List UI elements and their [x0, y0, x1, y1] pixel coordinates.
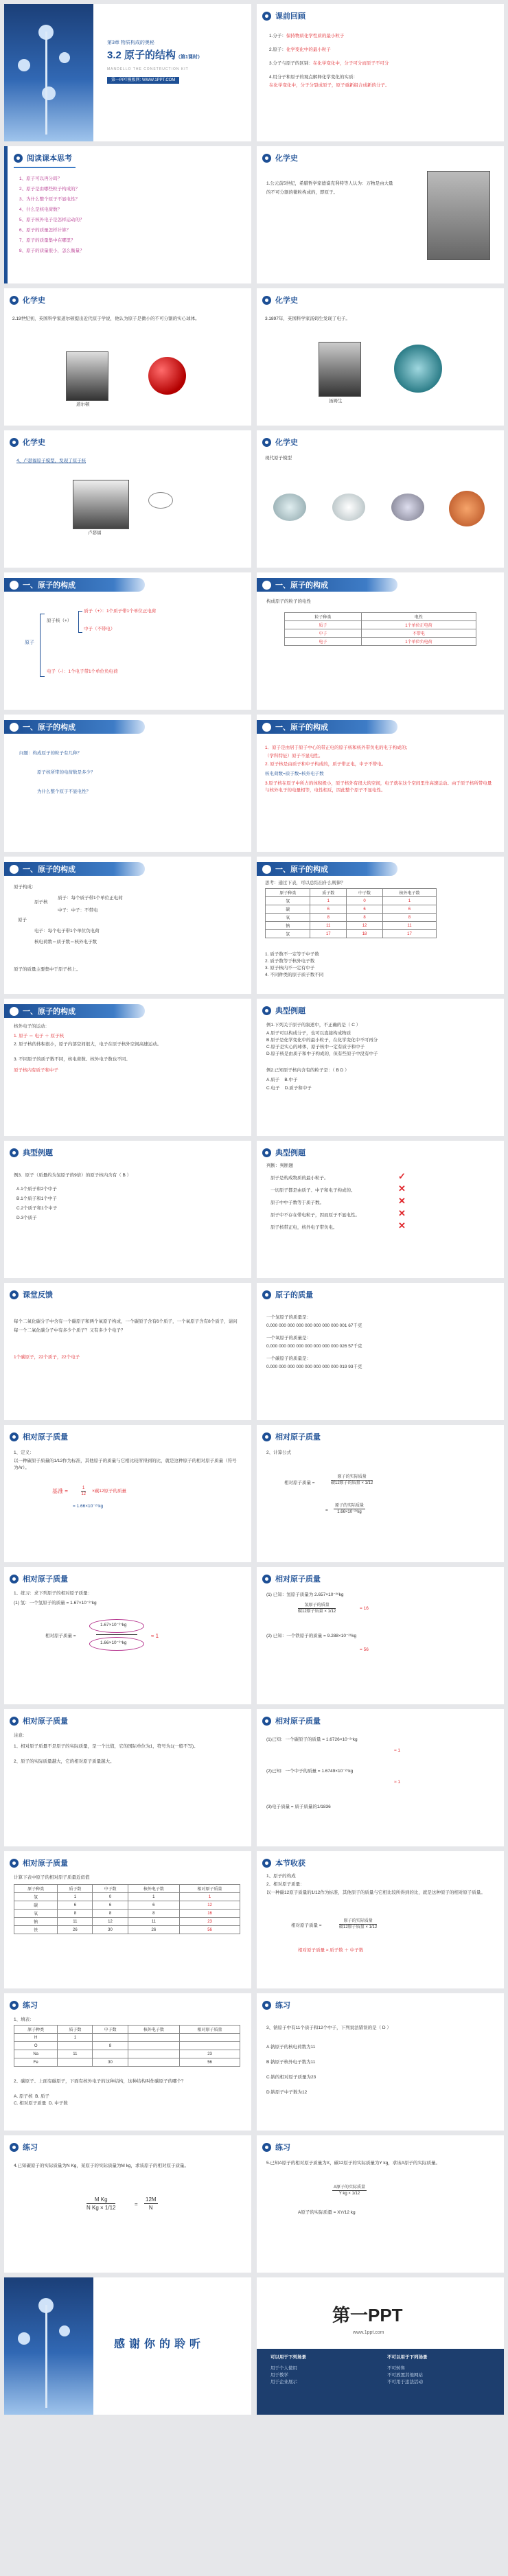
slide-25-note: 相对原子质量 注意： 1、相对原子质量不是原子的实际质量，是一个比值，它的国际单位为1，符号为1(一般不写)。 2、原子的实际质量越大，它的相对原子质量越大。 [4, 1709, 251, 1846]
slide-26-exercise: 相对原子质量 (1)已知：一个碳原子的质量 = 1.6726×10⁻²⁷kg ≈ 1 (2)已知：一个中子的质量 = 1.6749×10⁻²⁷kg ≈ 1 (3)电子质量 = 质子质量的1/1836 [257, 1709, 504, 1846]
slide-32-practice: 练习 5.已知A原子的相对原子质量为X，碳12原子的实际质量为Y kg，求该A原子的实际质量。 A原子的实际质量 Y kg × 1/12 A原子的实际质量 = XY/12 kg [257, 2135, 504, 2273]
slide-20-mass: 原子的质量 一个氢原子的质量是： 0.000 000 000 000 000 000 000 000 001 67千克 一个氧原子的质量是： 0.000 000 000 000 000 000 000 000 026 57千克 一个碳原子的质量是： 0.000 000 000 000 000 000 000 000 019 93千克 [257, 1283, 504, 1420]
slide-17-example: 典型例题 例3．原子（质量约为氢原子的9倍）的原子核内含有（ B ） A.1个质子和2个中子 B.1个质子和1个中子 C.2个质子和1个中子 D.3个质子 [4, 1141, 251, 1278]
plum-pudding-model [394, 345, 442, 393]
slide-11-questions: 一、原子的构成 问题：构成原子的粒子有几种？ 原子核所带的电荷数是多少？ 为什么整个原子不显电性？ [4, 715, 251, 852]
slide-title: 课前回顾 [275, 12, 305, 21]
tower-image [4, 4, 93, 141]
slide-18-judge: 典型例题 判断：判断题 原子是构成物质的最小粒子。 ✓ 一切原子都是由质子、中子和电子构成的。 ✕ 原子中中子数等于质子数。 ✕ 原子中不存在带电粒子，因而原子不显电性。 ✕ 原子核带正电，核外电子带负电。 ✕ [257, 1141, 504, 1278]
thomson-portrait [319, 342, 361, 397]
thanks-text: 感谢你的聆听 [114, 2339, 205, 2350]
model-2 [332, 494, 365, 521]
solid-sphere-model [148, 357, 186, 395]
slide-3-reading: 阅读课本思考 1、原子可以再分吗？ 2、原子是由哪些粒子构成的？ 3、为什么整个原子不显电性？ 4、什么是核电荷数？ 5、原子核外电子是怎样运动的？ 6、原子的质量怎样计算？ 7、原子的质量集中在哪里？ 8、原子的质量很小，怎么衡量？ [4, 146, 251, 283]
slide-33-thanks [4, 2277, 251, 2415]
logo: 第一PPT [332, 2305, 403, 2325]
slide-15-electrons: 一、原子的构成 核外电子的运动： 1. 原子 ＝ 电子 ＋ 原子核 2. 原子核的体积很小，原子内部空间很大，电子在原子核外空间高速运动。 3. 不同原子的质子数不同，核电荷数、核外电子数也不同。 原子核内有质子和中子 [4, 999, 251, 1136]
atom-table: 原子种类 质子数 中子数 核外电子数 氢 1 0 1 碳 6 6 6 氧 8 8 8 钠 11 12 11 氯 17 18 17 [265, 888, 437, 938]
chapter-label: 第3章 物质构成的奥秘 [107, 40, 154, 45]
slide-4-history: 化学史 1.公元前5世纪，希腊哲学家德谟克利特等人认为：万物是由大量的不可分割的微粒构成的，即原子。 [257, 146, 504, 283]
charge-table: 粒子种类 电性 质子 1个单位正电荷 中子 不带电 电子 1个单位负电荷 [284, 612, 476, 646]
slide-14-table: 一、原子的构成 思考：通过下表，可以总结出什么规律？ 原子种类 质子数 中子数 核外电子数 氢 1 0 1 碳 6 6 6 氧 8 8 8 钠 11 12 11 氯 17 18 17 1. 质子数不一定等于中子数 2. 质子数等于核外电子数 3. 原子核内不一定有中子 4. 不同种类的原子质子数不同 [257, 857, 504, 994]
slide-31-practice: 练习 4.已知碳原子的实际质量为N Kg，某原子的实际质量为M kg，求该原子的相对原子质量。 M Kg N Kg × 1/12 = 12M N [4, 2135, 251, 2273]
nuclear-model [148, 492, 173, 509]
question-list: 1、原子可以再分吗？ 2、原子是由哪些粒子构成的？ 3、为什么整个原子不显电性？ 4、什么是核电荷数？ 5、原子核外电子是怎样运动的？ 6、原子的质量怎样计算？ 7、原子的质量集中在哪里？ 8、原子的质量很小，怎么衡量？ [19, 176, 84, 253]
slide-8-modern: 化学史 现代原子模型 [257, 430, 504, 568]
slide-30-practice: 练习 3、钠原子中有11个质子和12个中子，下列说法错误的是（ D ） A.钠原子的核电荷数为11 B.钠原子核外电子数为11 C.钠的相对原子质量为23 D.钠原子中子数为12 [257, 1993, 504, 2131]
slide-34-ad: 第一PPT www.1ppt.com 可以用于下列场景 不可以用于下列场景 用于个人使用 用于教学 用于企业展示 不可转售 不可放置其他网站 不可用于违法活动 [257, 2277, 504, 2415]
slide-16-example: 典型例题 例1.下列关于原子的叙述中，不正确的是（ C ） A.原子可以构成分子，也可以直接构成物质 B.原子是化学变化中的最小粒子，在化学变化中不可再分 C.原子是实心的球体，原子核中一定有质子和中子 D.原子核是由质子和中子构成的，但有些原子中没有中子 例2.已知原子核内含有的粒子是：（ B D ） A.质子 B.中子 C.电子 D.质子和中子 [257, 999, 504, 1136]
rutherford-portrait [73, 480, 129, 529]
model-3 [391, 494, 424, 521]
model-4 [449, 491, 485, 526]
democritus-bust-image [427, 171, 490, 260]
practice-table: 原子种类 质子数 中子数 核外电子数 相对原子质量 H 1 O 8 Na 11 23 Fe 30 56 [14, 2025, 240, 2067]
slide-29-practice: 练习 1、填表： 原子种类 质子数 中子数 核外电子数 相对原子质量 H 1 O 8 Na 11 23 Fe 30 56 2、碳原子、上面有碳原子，下面有核外电子的这种结构，这种结构叫作碳原子的哪个？ A. 原子核 B. 质子 C. 相对原子质量 D. 中子数 [4, 1993, 251, 2131]
mass-table: 原子种类 质子数 中子数 核外电子数 相对原子质量 氢 1 0 1 1 碳 6 6 6 12 氧 8 8 8 16 钠 11 12 11 23 铁 26 30 26 56 [14, 1884, 240, 1934]
circled-fraction: 1.67×10⁻²⁷kg 1.66×10⁻²⁷kg [89, 1619, 144, 1653]
slide-9-structure: 一、原子的构成 原子 原子核（+） 质子（+）：1个质子带1个单位正电荷 中子（不带电） 电子（-）：1个电子带1个单位负电荷 [4, 572, 251, 710]
slide-10-charge: 一、原子的构成 构成原子的粒子的电性 粒子种类 电性 质子 1个单位正电荷 中子 不带电 电子 1个单位负电荷 [257, 572, 504, 710]
bullet-icon [262, 12, 271, 21]
slide-22-formula: 相对原子质量 2、计算公式 相对原子质量 = 原子的实际质量 碳12原子的质量 × 1/12 = 原子的实际质量 1.66×10⁻²⁷kg [257, 1425, 504, 1562]
dalton-portrait [66, 351, 108, 401]
title: 3.2 原子的结构（第1课时） [107, 49, 203, 61]
slide-13-structure2: 一、原子的构成 原子构成： 原子 原子核 质子：每个质子带1个单位正电荷 中子：中子：不带电 电子：每个电子带1个单位负电荷 核电荷数＝质子数＝核外电子数 原子的质量主要集中于原子核上。 [4, 857, 251, 994]
slide-6-thomson: 化学史 3.1897年，英国科学家汤姆生发现了电子。 汤姆生 [257, 288, 504, 426]
slide-21-relative: 相对原子质量 1、定义： 以一种碳原子质量的1/12作为标准，其他原子的质量与它相比较所得到的比，就是这种原子的相对原子质量（符号为Ar）。 基准 = 1 12 ×碳12原子的质量 = 1.66×10⁻²⁷kg [4, 1425, 251, 1562]
eng-subtitle: MANDELLO THE CONSTRUCTION KIT [107, 67, 189, 71]
slide-5-dalton: 化学史 2.19世纪初，英国科学家道尔顿提出近代原子学说，他认为原子是微小的不可分割的实心球体。 道尔顿 [4, 288, 251, 426]
slide-7-rutherford: 化学史 4、卢瑟福原子模型，发现了原子核 卢瑟福 [4, 430, 251, 568]
site-badge: 第一PPT模板网: WWW.1PPT.COM [107, 77, 179, 84]
slide-2-review: 课前回顾 1.分子：保持物质化学性质的最小粒子 2.原子：化学变化中的最小粒子 3.分子与原子的区别：在化学变化中，分子可分而原子不可分 4.用分子和原子的观点解释化学变化的实质： 在化学变化中，分子分裂成原子，原子重新组合成新的分子。 [257, 4, 504, 141]
slide-28-summary: 本节收获 1、原子的构成 2、相对原子质量： 以一种碳12原子质量的1/12作为标准，其他原子的质量与它相比较所得到的比，就是这种原子的相对原子质量。 相对原子质量 ≈ 原子的实际质量 碳12原子质量 × 1/12 相对原子质量 ≈ 质子数 ＋ 中子数 [257, 1851, 504, 1988]
slide-23-exercise: 相对原子质量 1、练习：求下列原子的相对原子质量： (1) 氢：一个氢原子的质量 = 1.67×10⁻²⁷kg 相对原子质量 = 1.67×10⁻²⁷kg 1.66×10⁻²⁷kg ≈ 1 [4, 1567, 251, 1704]
slide-27-table: 相对原子质量 计算下表中原子的相对原子质量近似值 原子种类 质子数 中子数 核外电子数 相对原子质量 氢 1 0 1 1 碳 6 6 6 12 氧 8 8 8 16 钠 11 12 11 23 铁 26 30 26 56 [4, 1851, 251, 1988]
slide-19-feedback: 课堂反馈 每个二氧化碳分子中含有一个碳原子和两个氧原子构成，一个碳原子含有6个质子，一个氧原子含有8个质子，请问每一个二氧化碳分子中有多少个质子？又有多少个电子？ 1个碳原子，22个质子，22个电子 [4, 1283, 251, 1420]
model-1 [273, 494, 306, 521]
slide-1-title [4, 4, 251, 141]
slide-24-exercise: 相对原子质量 (1) 已知：氢原子质量为 2.657×10⁻²⁶kg 氢原子的质量 碳12原子质量 × 1/12 = 16 (2) 已知：一个铁原子的质量 = 9.288×10⁻²⁶kg = 56 [257, 1567, 504, 1704]
slide-12-summary: 一、原子的构成 1．原子是由居于原子中心的带正电的原子核和核外带负电的电子构成的； （学科特征）原子不显电性。 2. 原子核是由质子和中子构成的，质子带正电，中子不带电。 核电荷数=质子数=核外电子数 3.原子核在原子中所占的体积极小，原子核外有很大的空间，电子就在这个空间里作高速运动。由于原子核所带电量与核外电子的电量相等，电性相反，因此整个原子不显电性。 [257, 715, 504, 852]
